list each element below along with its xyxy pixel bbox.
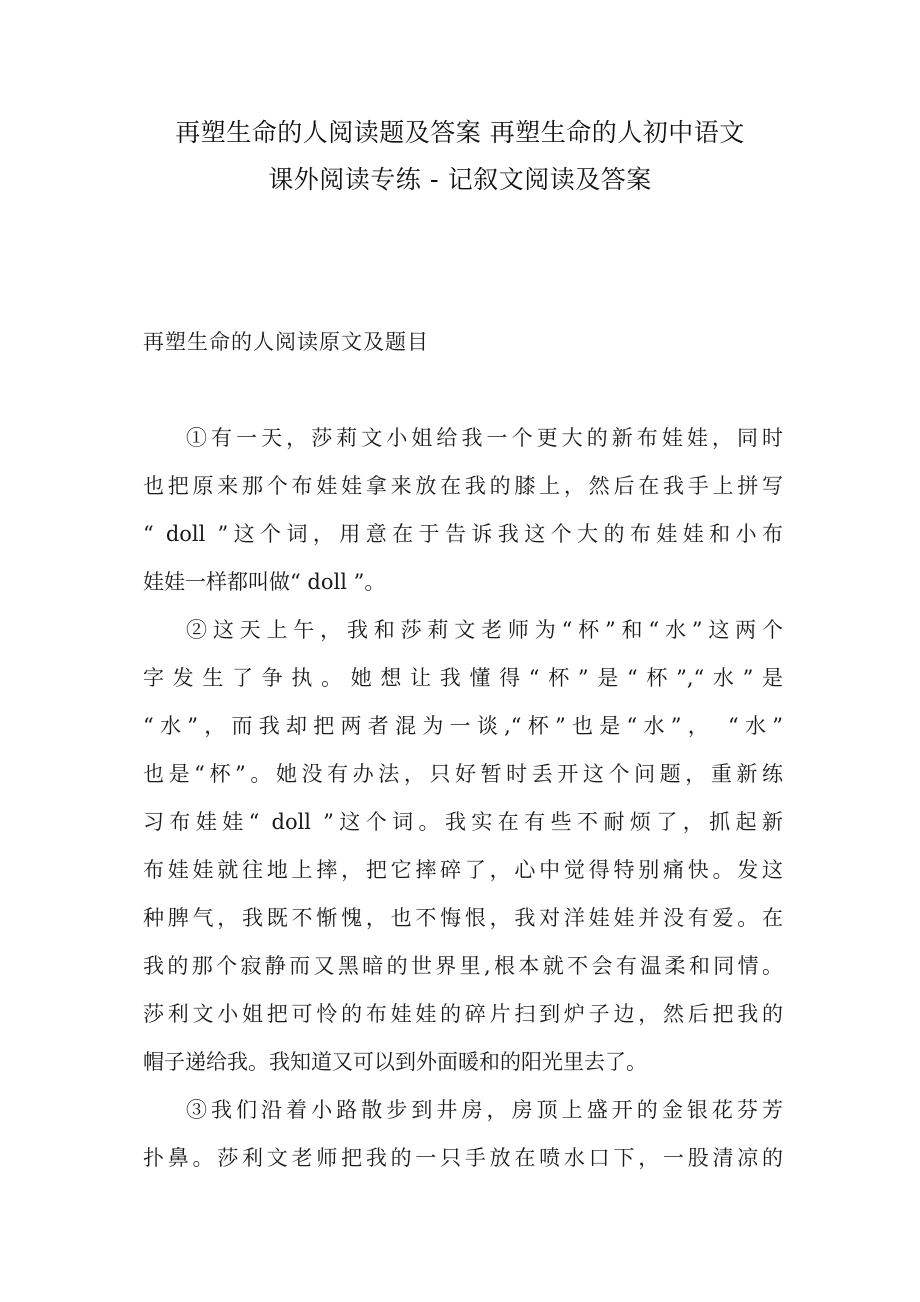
paragraph-2-line-3: “水”，而我却把两者混为一谈,“杯”也是“水”， “水” [143,714,783,738]
document-title-line-2: 课外阅读专练 - 记叙文阅读及答案 [268,165,652,194]
paragraph-3-line-2: 扑鼻。莎利文老师把我的一只手放在喷水口下，一股清凉的 [143,1146,783,1170]
paragraph-2-line-7: 种脾气，我既不惭愧，也不悔恨，我对洋娃娃并没有爱。在 [143,906,783,930]
paragraph-2-line-2: 字发生了争执。她想让我懂得“杯”是“杯”,“水”是 [143,666,783,690]
section-heading: 再塑生命的人阅读原文及题目 [143,330,429,354]
paragraph-2-line-10: 帽子递给我。我知道又可以到外面暖和的阳光里去了。 [143,1050,647,1074]
paragraph-1-line-3: “ doll ”这个词，用意在于告诉我这个大的布娃娃和小布 [143,522,783,546]
paragraph-2-line-4: 也是“杯”。她没有办法，只好暂时丢开这个问题，重新练 [143,762,783,786]
paragraph-1-line-4: 娃娃一样都叫做“ doll ”。 [143,570,386,594]
paragraph-1-line-1: ①有一天，莎莉文小姐给我一个更大的新布娃娃，同时 [186,426,783,450]
paragraph-2-line-6: 布娃娃就往地上摔，把它摔碎了，心中觉得特别痛快。发这 [143,858,783,882]
paragraph-2-line-5: 习布娃娃“ doll ”这个词。我实在有些不耐烦了，抓起新 [143,810,783,834]
paragraph-3-line-1: ③我们沿着小路散步到井房，房顶上盛开的金银花芬芳 [186,1098,783,1122]
document-title-line-1: 再塑生命的人阅读题及答案 再塑生命的人初中语文 [175,118,745,147]
paragraph-2-line-8: 我的那个寂静而又黑暗的世界里,根本就不会有温柔和同情。 [143,954,783,978]
paragraph-1-line-2: 也把原来那个布娃娃拿来放在我的膝上，然后在我手上拼写 [143,474,783,498]
paragraph-2-line-1: ②这天上午，我和莎莉文老师为“杯”和“水”这两个 [186,618,783,642]
paragraph-2-line-9: 莎利文小姐把可怜的布娃娃的碎片扫到炉子边，然后把我的 [143,1002,783,1026]
